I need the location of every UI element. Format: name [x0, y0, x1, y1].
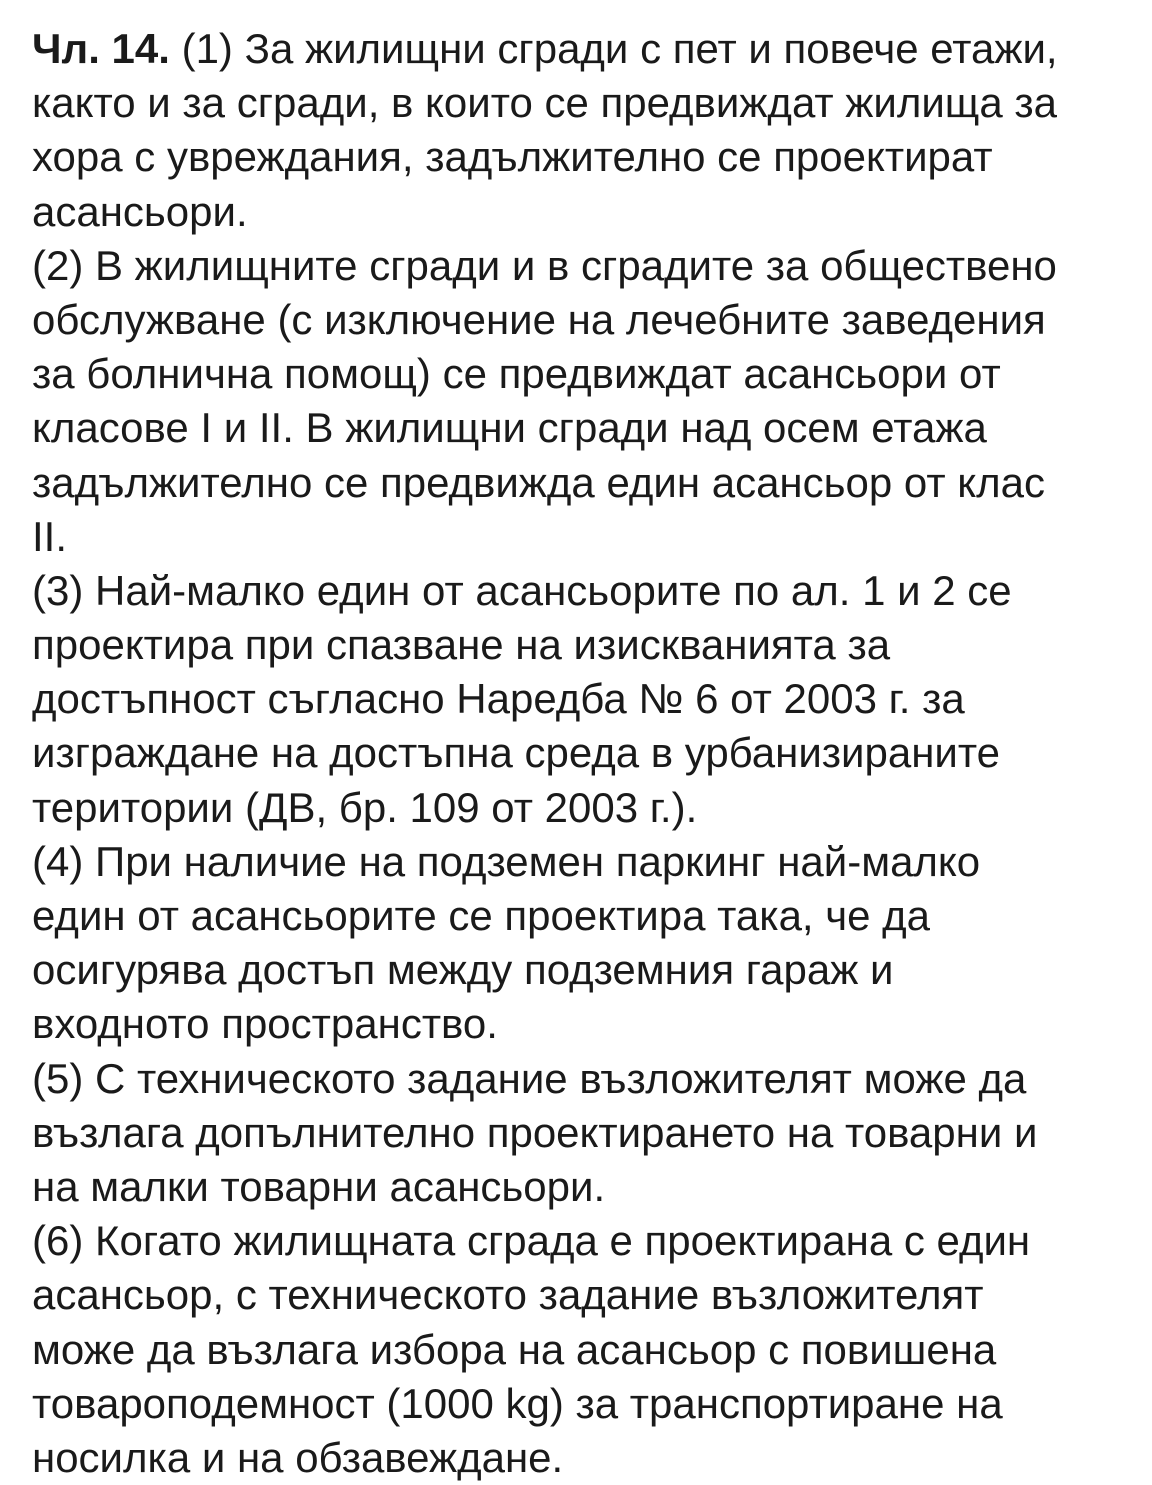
text-line: за болнична помощ) се предвиждат асансьори от: [32, 350, 1001, 398]
paragraph-1: [32, 22, 1124, 239]
text-line: (2) В жилищните сгради и в сградите за обществено: [32, 241, 1057, 289]
text-line: обслужване (с изключение на лечебните заведения: [32, 295, 1046, 343]
text-line: (5) С техническото задание възложителят може да: [32, 1054, 1027, 1102]
paragraph-6: [32, 1214, 1124, 1485]
text-line: задължително се предвижда един асансьор от клас: [32, 458, 1045, 506]
text-line: (3) Най-малко един от асансьорите по ал. 1 и 2 се: [32, 566, 1012, 614]
text-line: асансьор, с техническото задание възложителят: [32, 1271, 984, 1319]
text-line: входното пространство.: [32, 1000, 498, 1048]
text-line: хора с увреждания, задължително се проектират: [32, 133, 993, 181]
text-line: един от асансьорите се проектира така, че да: [32, 892, 931, 939]
text-line: територии (ДВ, бр. 109 от 2003 г.).: [32, 783, 698, 831]
text-line: на малки товарни асансьори.: [32, 1162, 606, 1210]
text-line: асансьори.: [32, 187, 248, 235]
text-line: възлага допълнително проектирането на товарни и: [32, 1108, 1038, 1156]
text-line: изграждане на достъпна среда в урбанизираните: [32, 729, 1000, 777]
text-line-content: (1) За жилищни сгради с пет и повече етажи,: [169, 25, 1058, 72]
paragraph-4: [32, 835, 1124, 1052]
text-line: както и за сгради, в които се предвиждат жилища за: [32, 79, 1058, 127]
paragraph-5: [32, 1052, 1124, 1215]
text-line: (6) Когато жилищната сграда е проектирана с един: [32, 1217, 1031, 1265]
text-line: достъпност съгласно Наредба № 6 от 2003 г. за: [32, 675, 965, 723]
text-line: носилка и на обзавеждане.: [32, 1433, 564, 1481]
text-line: товароподемност (1000 kg) за транспортиране на: [32, 1379, 1003, 1427]
text-line: (4) При наличие на подземен паркинг най-малко: [32, 837, 981, 885]
text-line: класове I и II. В жилищни сгради над осем етажа: [32, 404, 987, 452]
paragraph-3: [32, 564, 1124, 835]
text-line: II.: [32, 512, 68, 560]
text-line: [32, 22, 1124, 76]
paragraph-2: [32, 239, 1124, 564]
text-line: осигурява достъп между подземния гараж и: [32, 946, 894, 994]
text-line: може да възлага избора на асансьор с повишена: [32, 1325, 997, 1373]
text-line: проектира при спазване на изискванията за: [32, 621, 891, 669]
document-page: [32, 22, 1124, 1485]
article-heading: Чл. 14.: [32, 25, 170, 72]
